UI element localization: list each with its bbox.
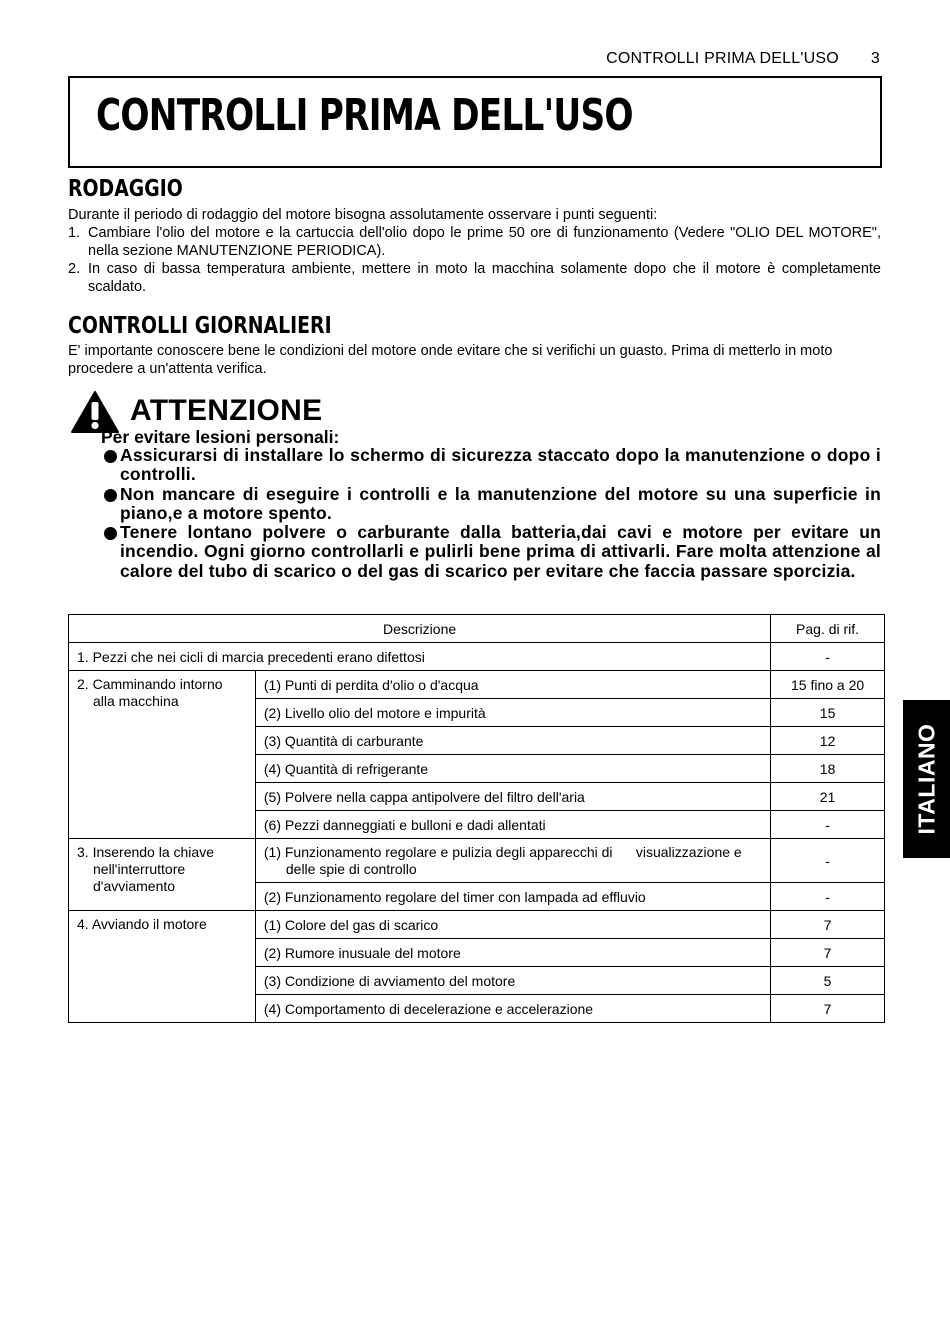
row-ref: 5 (771, 967, 885, 995)
rodaggio-heading: RODAGGIO (68, 176, 183, 202)
warning-item (104, 523, 881, 581)
table-row (69, 671, 885, 699)
row-ref: 15 (771, 699, 885, 727)
warning-list (104, 446, 881, 581)
group-label (69, 911, 256, 1023)
running-header (606, 50, 880, 68)
row-label: (6) Pezzi danneggiati e bulloni e dadi allentati (255, 811, 770, 839)
row-ref: 18 (771, 755, 885, 783)
bullet-icon (104, 527, 117, 540)
row-label-text: (1) Funzionamento regolare e pulizia degli apparecchi di visualizzazione e delle spie di controllo (263, 843, 746, 877)
giornalieri-intro: E' importante conoscere bene le condizioni del motore onde evitare che si verifichi un guasto. Prima di metterlo in moto procedere a un'attenta verifica. (68, 343, 833, 377)
list-item (68, 260, 881, 296)
title-box (68, 76, 882, 168)
row-ref: - (771, 811, 885, 839)
table-row (69, 643, 885, 671)
row-label: (1) Punti di perdita d'olio o d'acqua (255, 671, 770, 699)
group-number: 2. (77, 676, 89, 692)
row-label: (2) Funzionamento regolare del timer con lampada ad effluvio (255, 883, 770, 911)
row-label: (5) Polvere nella cappa antipolvere del filtro dell'aria (255, 783, 770, 811)
bullet-icon (104, 489, 117, 502)
rodaggio-list (68, 224, 881, 296)
warning-subtitle: Per evitare lesioni personali: (101, 427, 340, 447)
row-ref: 15 fino a 20 (771, 671, 885, 699)
header-ref: Pag. di rif. (771, 615, 885, 643)
page-number: 3 (870, 50, 880, 67)
giornalieri-heading: CONTROLLI GIORNALIERI (68, 313, 332, 339)
language-tab (903, 700, 950, 858)
group-text: Camminando intorno alla macchina (92, 676, 223, 709)
group-text: Avviando il motore (91, 916, 207, 932)
row-label: (4) Quantità di refrigerante (255, 755, 770, 783)
warning-item-text: Assicurarsi di installare lo schermo di sicurezza staccato dopo la manutenzione o dopo i controlli. (120, 445, 881, 485)
row-ref: 21 (771, 783, 885, 811)
list-text: In caso di bassa temperatura ambiente, mettere in moto la macchina solamente dopo che il motore è completamente scaldato. (88, 261, 881, 295)
group-label (69, 839, 256, 911)
row-label: (4) Comportamento di decelerazione e accelerazione (255, 995, 770, 1023)
page-title: CONTROLLI PRIMA DELL'USO (96, 90, 633, 141)
row-ref: - (771, 883, 885, 911)
daily-checks-table (68, 614, 885, 1023)
row-label: (2) Rumore inusuale del motore (255, 939, 770, 967)
row-label (255, 839, 770, 883)
group-text: Inserendo la chiave nell'interruttore d'avviamento (92, 844, 214, 894)
warning-title: ATTENZIONE (130, 394, 323, 427)
row-ref: 7 (771, 995, 885, 1023)
list-text: Cambiare l'olio del motore e la cartuccia dell'olio dopo le prime 50 ore di funzionamento (Vedere "OLIO DEL MOTORE", nella sezione MANUTENZIONE PERIODICA). (88, 225, 881, 259)
language-tab-label: ITALIANO (913, 723, 939, 835)
row-label: (3) Condizione di avviamento del motore (255, 967, 770, 995)
row-ref: 12 (771, 727, 885, 755)
group-label (69, 671, 256, 839)
warning-item-text: Non mancare di eseguire i controlli e la manutenzione del motore su una superficie in piano,e a motore spento. (120, 483, 881, 523)
warning-item (104, 485, 881, 524)
warning-item (104, 446, 881, 485)
list-number: 2. (68, 261, 81, 277)
bullet-icon (104, 450, 117, 463)
running-title: CONTROLLI PRIMA DELL'USO (606, 50, 839, 67)
table-header-row (69, 615, 885, 643)
row-label: (3) Quantità di carburante (255, 727, 770, 755)
row-ref: - (771, 839, 885, 883)
table-row (69, 911, 885, 939)
header-description: Descrizione (69, 615, 771, 643)
row-ref: 7 (771, 911, 885, 939)
list-item (68, 224, 881, 260)
group-number: 4. (77, 916, 89, 932)
row-label: (2) Livello olio del motore e impurità (255, 699, 770, 727)
row-label: 1. Pezzi che nei cicli di marcia precedenti erano difettosi (69, 643, 771, 671)
warning-item-text: Tenere lontano polvere o carburante dalla batteria,dai cavi e motore per evitare un incendio. Ogni giorno controllarli e pulirli bene prima di attivarli. Fare molta attenzione al calore del tubo di scarico o del gas di scarico per evitare che faccia passare sporcizia. (120, 522, 881, 581)
table-row (69, 839, 885, 883)
group-number: 3. (77, 844, 89, 860)
list-number: 1. (68, 225, 81, 241)
rodaggio-intro: Durante il periodo di rodaggio del motore bisogna assolutamente osservare i punti seguenti: (68, 207, 658, 223)
row-label: (1) Colore del gas di scarico (255, 911, 770, 939)
row-ref: - (771, 643, 885, 671)
row-ref: 7 (771, 939, 885, 967)
